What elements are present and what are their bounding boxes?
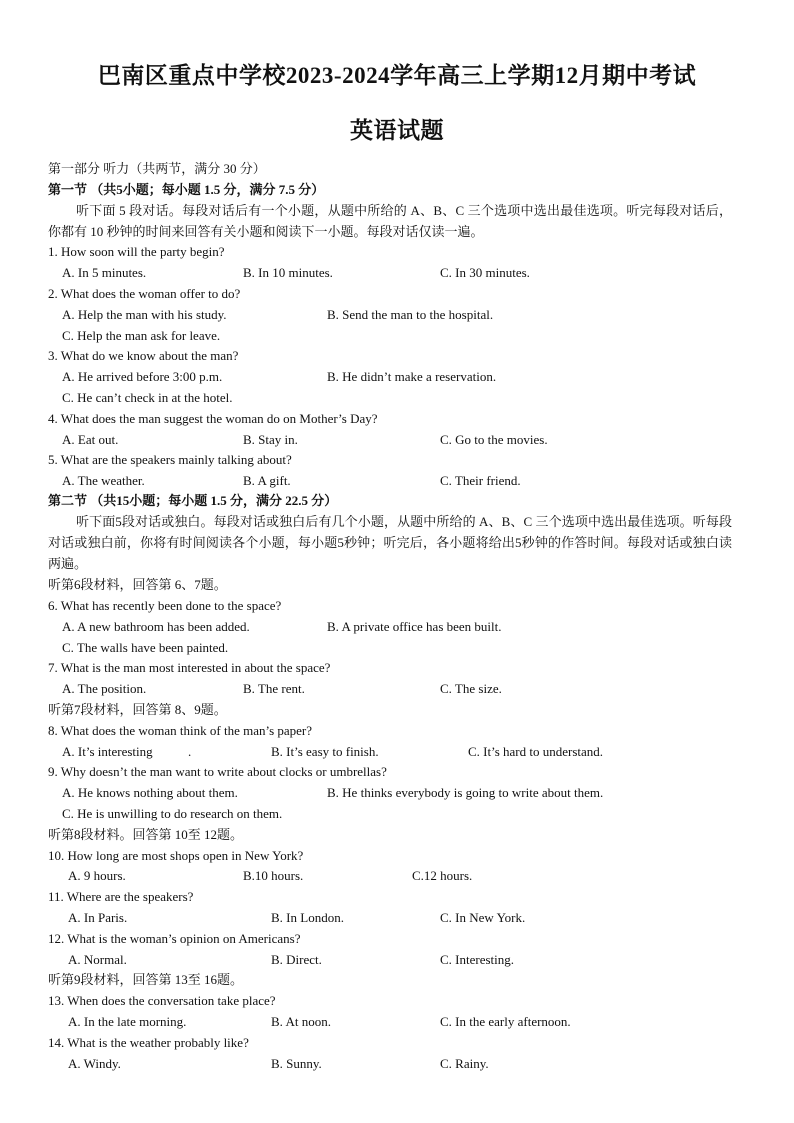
- q2-option-b: B. Send the man to the hospital.: [327, 307, 494, 322]
- q10-option-b: B.10 hours.: [243, 868, 304, 883]
- q9-option-b: B. He thinks everybody is going to write about them.: [327, 785, 604, 800]
- question-4: 4. What does the man suggest the woman do on Mother’s Day?: [48, 411, 378, 426]
- q14-option-c: C. Rainy.: [440, 1056, 489, 1071]
- q8-option-c: C. It’s hard to understand.: [468, 744, 604, 759]
- question-1: 1. How soon will the party begin?: [48, 244, 225, 259]
- q3-option-c: C. He can’t check in at the hotel.: [62, 390, 233, 405]
- exam-title: 巴南区重点中学校2023-2024学年高三上学期12月期中考试: [97, 63, 697, 88]
- q8-option-a: A. It’s interesting: [62, 744, 153, 759]
- q2-option-c: C. Help the man ask for leave.: [62, 328, 221, 343]
- section2-heading: 第二节 （共15小题；每小题 1.5 分，满分 22.5 分）: [48, 493, 338, 508]
- q11-option-a: A. In Paris.: [68, 910, 128, 925]
- section2-instructions: 听下面5段对话或独白。每段对话或独白后有几个小题，从题中所给的 A、B、C 三个选项中选出最佳选项。听每段对话或独白前，你将有时间阅读各个小题，每小题5秒钟；听完后，各小题将给出5秒钟的作答时间。每段对话或独白读两遍。: [48, 514, 732, 571]
- q7-option-b: B. The rent.: [243, 681, 305, 696]
- q10-option-c: C.12 hours.: [412, 868, 473, 883]
- q13-option-c: C. In the early afternoon.: [440, 1014, 571, 1029]
- q1-option-c: C. In 30 minutes.: [440, 265, 530, 280]
- q5-option-c: C. Their friend.: [440, 473, 521, 488]
- part1-heading: 第一部分 听力（共两节，满分 30 分）: [48, 161, 266, 176]
- q12-option-a: A. Normal.: [68, 952, 127, 967]
- q14-option-a: A. Windy.: [68, 1056, 121, 1071]
- q1-option-a: A. In 5 minutes.: [62, 265, 147, 280]
- q1-option-b: B. In 10 minutes.: [243, 265, 333, 280]
- material-8-instruction: 听第8段材料。回答第 10至 12题。: [48, 827, 244, 842]
- q12-option-b: B. Direct.: [271, 952, 322, 967]
- q3-option-b: B. He didn’t make a reservation.: [327, 369, 497, 384]
- q5-option-b: B. A gift.: [243, 473, 291, 488]
- q5-option-a: A. The weather.: [62, 473, 145, 488]
- question-6: 6. What has recently been done to the space?: [48, 598, 282, 613]
- q8-option-a-stray-mark: .: [188, 744, 192, 759]
- q6-option-c: C. The walls have been painted.: [62, 640, 229, 655]
- q2-option-a: A. Help the man with his study.: [62, 307, 227, 322]
- material-6-instruction: 听第6段材料，回答第 6、7题。: [48, 577, 227, 592]
- q7-option-a: A. The position.: [62, 681, 147, 696]
- question-3: 3. What do we know about the man?: [48, 348, 239, 363]
- exam-subtitle: 英语试题: [350, 118, 444, 143]
- q13-option-b: B. At noon.: [271, 1014, 331, 1029]
- q6-option-b: B. A private office has been built.: [327, 619, 502, 634]
- q4-option-c: C. Go to the movies.: [440, 432, 548, 447]
- q7-option-c: C. The size.: [440, 681, 502, 696]
- q6-option-a: A. A new bathroom has been added.: [62, 619, 250, 634]
- q3-option-a: A. He arrived before 3:00 p.m.: [62, 369, 223, 384]
- q11-option-c: C. In New York.: [440, 910, 526, 925]
- q10-option-a: A. 9 hours.: [68, 868, 126, 883]
- material-7-instruction: 听第7段材料，回答第 8、9题。: [48, 702, 227, 717]
- question-5: 5. What are the speakers mainly talking about?: [48, 452, 292, 467]
- q9-option-a: A. He knows nothing about them.: [62, 785, 238, 800]
- section1-instructions: 听下面 5 段对话。每段对话后有一个小题，从题中所给的 A、B、C 三个选项中选出最佳选项。听完每段对话后，你都有 10 秒钟的时间来回答有关小题和阅读下一小题。每段对话仅读一遍。: [48, 203, 732, 239]
- question-9: 9. Why doesn’t the man want to write about clocks or umbrellas?: [48, 764, 387, 779]
- question-7: 7. What is the man most interested in about the space?: [48, 660, 331, 675]
- q14-option-b: B. Sunny.: [271, 1056, 322, 1071]
- question-13: 13. When does the conversation take place?: [48, 993, 276, 1008]
- question-2: 2. What does the woman offer to do?: [48, 286, 241, 301]
- question-11: 11. Where are the speakers?: [48, 889, 194, 904]
- question-14: 14. What is the weather probably like?: [48, 1035, 249, 1050]
- question-8: 8. What does the woman think of the man’s paper?: [48, 723, 313, 738]
- q13-option-a: A. In the late morning.: [68, 1014, 187, 1029]
- q9-option-c: C. He is unwilling to do research on them.: [62, 806, 283, 821]
- question-12: 12. What is the woman’s opinion on Americans?: [48, 931, 301, 946]
- section1-heading: 第一节 （共5小题；每小题 1.5 分，满分 7.5 分）: [48, 182, 325, 197]
- q4-option-b: B. Stay in.: [243, 432, 298, 447]
- q11-option-b: B. In London.: [271, 910, 344, 925]
- material-9-instruction: 听第9段材料，回答第 13至 16题。: [48, 972, 244, 987]
- q8-option-b: B. It’s easy to finish.: [271, 744, 379, 759]
- q12-option-c: C. Interesting.: [440, 952, 515, 967]
- question-10: 10. How long are most shops open in New York?: [48, 848, 304, 863]
- q4-option-a: A. Eat out.: [62, 432, 119, 447]
